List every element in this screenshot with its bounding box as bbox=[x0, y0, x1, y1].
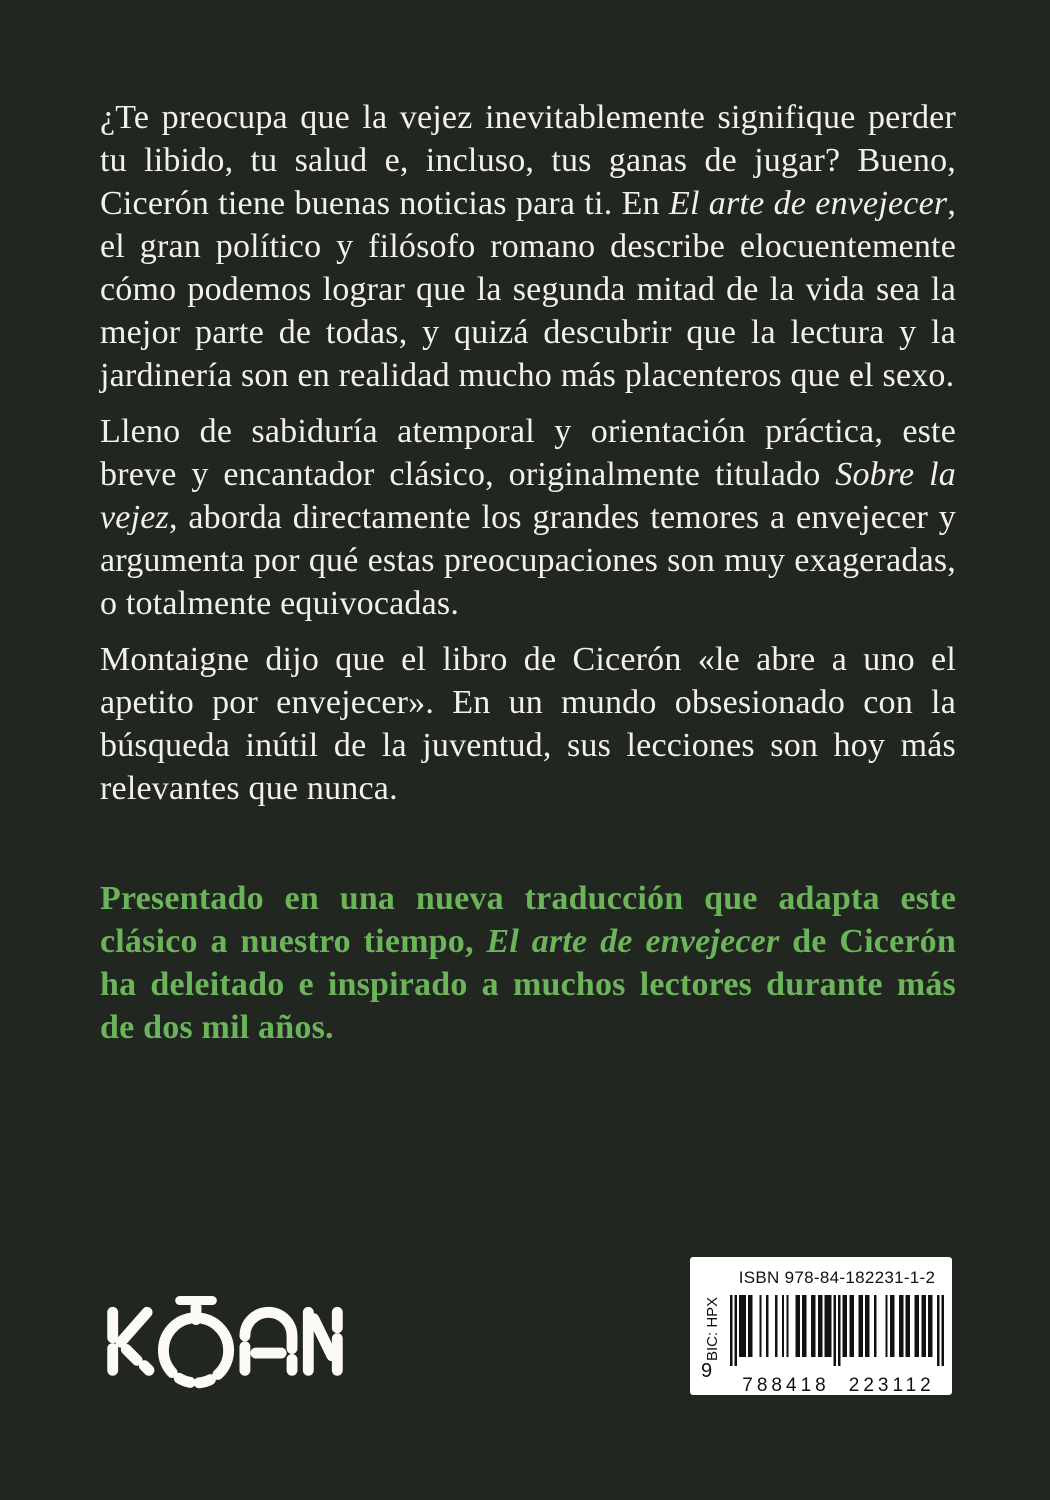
barcode-bar bbox=[885, 1295, 887, 1357]
barcode-bar bbox=[861, 1295, 863, 1357]
barcode-bar bbox=[901, 1295, 903, 1357]
barcode-bar bbox=[798, 1295, 800, 1357]
barcode-bar bbox=[775, 1295, 777, 1357]
barcode-bar bbox=[786, 1295, 788, 1357]
barcode-bar bbox=[795, 1295, 797, 1357]
blurb-text: ¿Te preocupa que la vejez inevitablemente signifique perder tu libido, tu salud e, incluso, tus ganas de jugar? Bueno, Cicerón tiene buenas noticias para ti. En bbox=[100, 99, 956, 222]
barcode-bar bbox=[890, 1295, 892, 1357]
barcode-bar bbox=[924, 1295, 926, 1357]
blurb-paragraph-highlight bbox=[100, 877, 956, 1049]
barcode-bar bbox=[818, 1295, 820, 1357]
barcode-bar bbox=[744, 1295, 746, 1357]
barcode-bar bbox=[937, 1295, 939, 1366]
barcode-bar bbox=[906, 1295, 908, 1357]
ean-digits-left: 788418 bbox=[742, 1375, 830, 1396]
barcode-bar bbox=[804, 1295, 806, 1357]
koan-logo-art bbox=[100, 1296, 350, 1392]
blurb-text: , el gran político y filósofo romano describe elocuentemente cómo podemos lograr que la segunda mitad de la vida sea la mejor parte de todas, y quizá descubrir que la lectura y la jardinería son en realidad mucho más placenteros que el sexo. bbox=[100, 185, 957, 394]
barcode-bar bbox=[838, 1295, 840, 1366]
barcode-bar bbox=[865, 1295, 867, 1357]
blurb-paragraph bbox=[100, 96, 956, 397]
barcode-bar bbox=[739, 1295, 741, 1357]
barcode-bar bbox=[766, 1295, 768, 1357]
barcode-bar bbox=[813, 1295, 815, 1357]
blurb-text: de Cicerón ha deleitado e inspirado a muchos lectores durante más de dos mil años. bbox=[100, 923, 956, 1046]
bic-code-label: BIC: HPX bbox=[704, 1296, 721, 1361]
barcode-bar bbox=[892, 1295, 894, 1357]
barcode-bars bbox=[730, 1295, 945, 1397]
blurb-text: Montaigne dijo que el libro de Cicerón «le abre a uno el apetito por envejecer». En un mundo obsesionado con la búsqueda inútil de la juventud, sus lecciones son hoy más relevantes que nunca. bbox=[100, 641, 956, 807]
book-title-italic: El arte de envejecer bbox=[668, 185, 948, 222]
barcode-bar bbox=[930, 1295, 932, 1357]
barcode-bar bbox=[915, 1295, 917, 1357]
barcode-bar bbox=[899, 1295, 901, 1357]
blurb bbox=[100, 96, 956, 1062]
barcode-bar bbox=[825, 1295, 827, 1357]
book-title-italic: El arte de envejecer bbox=[486, 923, 780, 960]
barcode-bar bbox=[811, 1295, 813, 1357]
blurb-paragraph bbox=[100, 638, 956, 810]
barcode-bar bbox=[845, 1295, 847, 1357]
barcode-bar bbox=[874, 1295, 876, 1357]
barcode-bar bbox=[942, 1295, 944, 1366]
barcode-bar bbox=[802, 1295, 804, 1357]
ean-digits-right: 223112 bbox=[848, 1375, 935, 1396]
isbn-barcode bbox=[690, 1257, 952, 1395]
barcode-bar bbox=[782, 1295, 784, 1357]
barcode-bar bbox=[827, 1295, 829, 1357]
barcode-bar bbox=[829, 1295, 831, 1357]
barcode-bar bbox=[759, 1295, 761, 1357]
barcode-bar bbox=[921, 1295, 923, 1357]
isbn-label: ISBN 978-84-182231-1-2 bbox=[738, 1268, 936, 1287]
barcode-bar bbox=[867, 1295, 869, 1357]
barcode-bar bbox=[852, 1295, 854, 1357]
barcode-bar bbox=[730, 1295, 732, 1366]
book-title-italic: Sobre la vejez bbox=[100, 456, 957, 536]
barcode-bar bbox=[908, 1295, 910, 1357]
barcode-bar bbox=[858, 1295, 860, 1357]
barcode-bar bbox=[820, 1295, 822, 1357]
barcode-bar bbox=[735, 1295, 737, 1366]
blurb-text: Presentado en una nueva traducción que adapta este clásico a nuestro tiempo, bbox=[100, 880, 956, 960]
barcode-bar bbox=[917, 1295, 919, 1357]
blurb-text: Lleno de sabiduría atemporal y orientación práctica, este breve y encantador clásico, originalmente titulado bbox=[100, 413, 956, 493]
barcode-bar bbox=[928, 1295, 930, 1357]
blurb-paragraph bbox=[100, 410, 956, 625]
barcode-bar bbox=[741, 1295, 743, 1357]
barcode-bar bbox=[843, 1295, 845, 1357]
barcode-bar bbox=[750, 1295, 752, 1357]
barcode-bar bbox=[849, 1295, 851, 1357]
ean-lead-digit: 9 bbox=[701, 1360, 713, 1382]
barcode-bar bbox=[834, 1295, 836, 1366]
blurb-text: , aborda directamente los grandes temores a envejecer y argumenta por qué estas preocupaciones son muy exageradas, o totalmente equivocadas. bbox=[100, 499, 956, 622]
koan-logo bbox=[100, 1296, 350, 1392]
barcode-bar bbox=[748, 1295, 750, 1357]
